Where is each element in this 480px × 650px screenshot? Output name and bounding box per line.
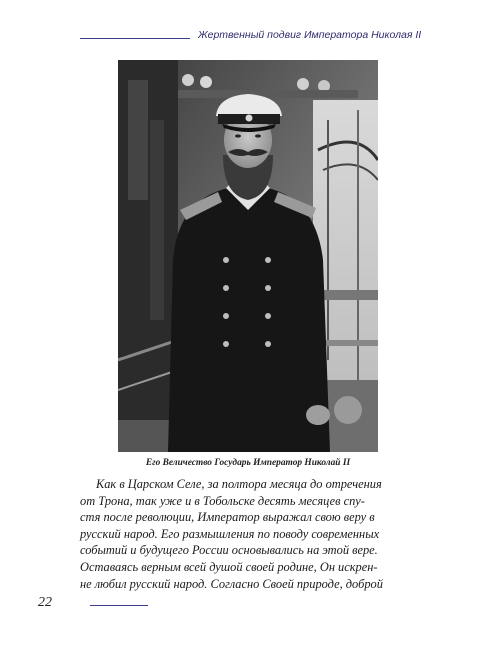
photo-caption: Его Величество Государь Император Николай II [145,458,351,468]
running-head: Жертвенный подвиг Императора Николая II [198,29,422,41]
text-line: не любил русский народ. Согласно Своей природе, доброй [80,576,383,591]
portrait-photo-drawing [118,60,378,452]
text-line: от Трона, так уже и в Тобольске десять месяцев спу- [80,493,365,508]
text-line: русский народ. Его размышления по поводу современных [80,526,380,541]
header-rule [80,38,190,39]
text-line: событий и будущего России основывались на этой вере. [80,543,378,558]
portrait-photo [118,60,378,452]
footer-rule [90,605,148,606]
text-line: Оставаясь верным всей душой своей родине, Он искрен- [80,559,378,574]
text-line: стя после революции, Император выражал свою веру в [80,510,375,525]
body-paragraph [80,476,420,592]
text-line: Как в Царском Селе, за полтора месяца до отречения [96,477,382,491]
page-number: 22 [38,595,52,610]
